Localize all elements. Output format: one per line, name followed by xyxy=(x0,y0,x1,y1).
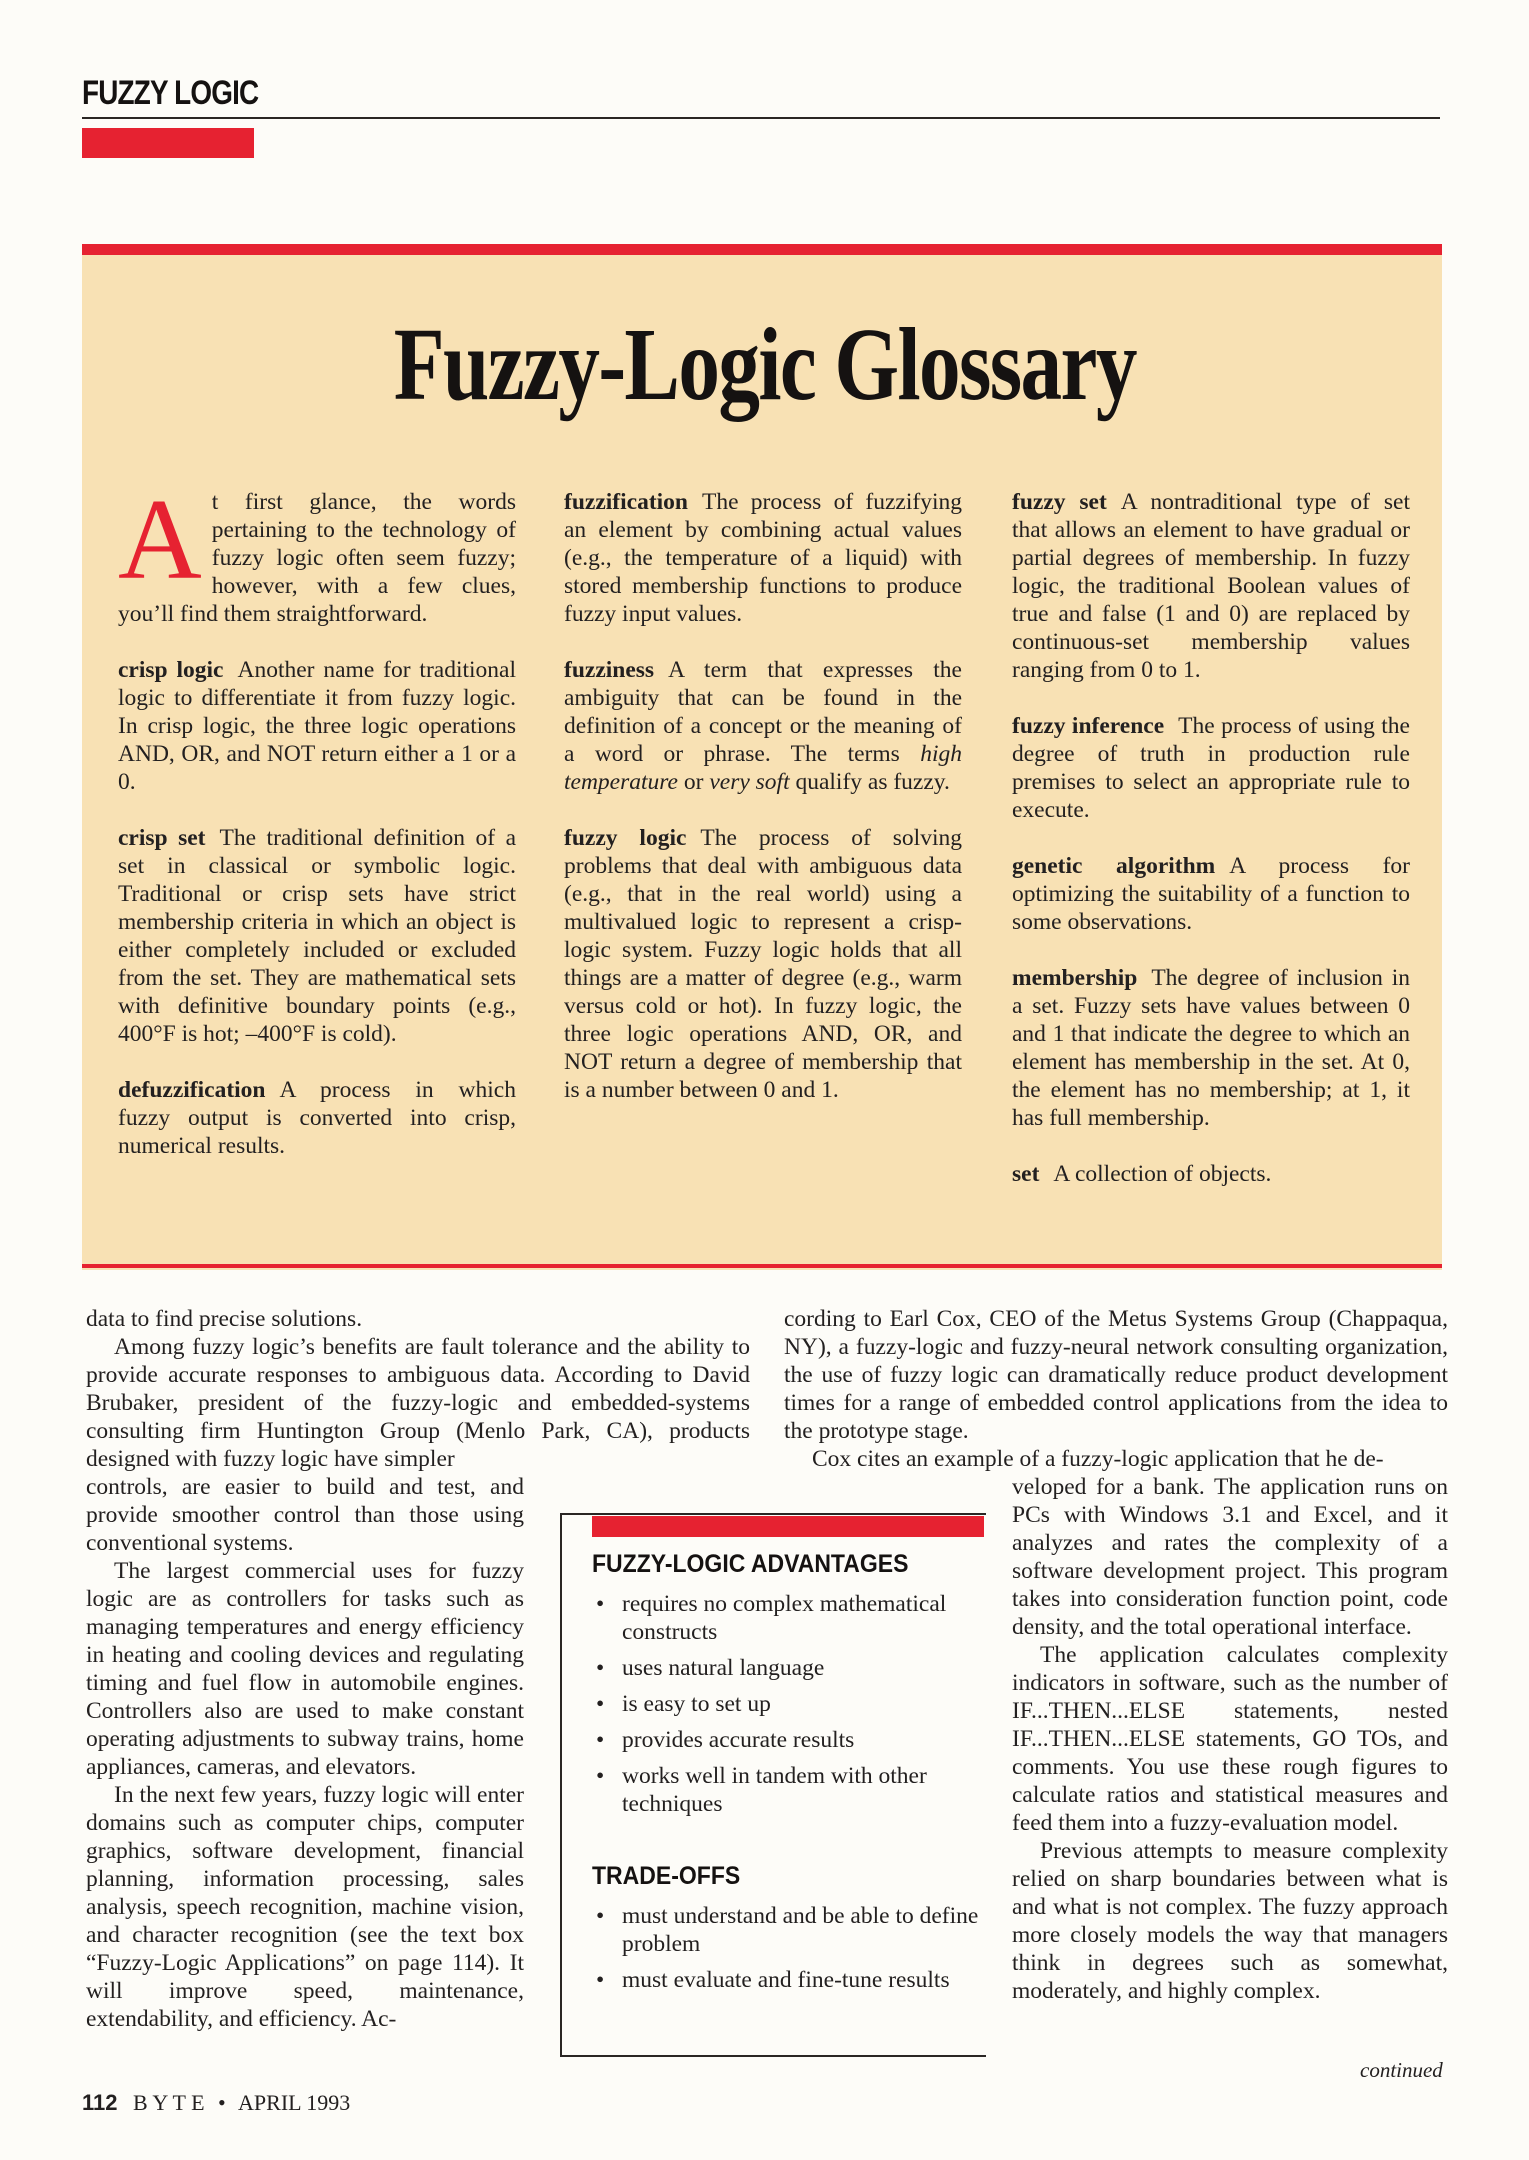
header-rule xyxy=(82,117,1440,119)
glossary-intro: At first glance, the words pertaining to the technology of fuzzy logic often seem fuzzy; however, with a few clues, you’ll find them straightforward. xyxy=(118,476,516,627)
footer-separator: • xyxy=(218,2090,226,2115)
glossary-entry: crisp logic Another name for traditional logic to differentiate it from fuzzy logic. In crisp logic, the three logic operations AND, OR, and NOT return either a 1 or a 0. xyxy=(118,657,517,795)
page-number: 112 xyxy=(82,2090,118,2115)
glossary-entry: fuzzy set A nontraditional type of set that allows an element to have gradual or partial degrees of membership. In fuzzy logic, the traditional Boolean values of true and false (1 and 0) are replaced by continuous-set membership values ranging from 0 to 1. xyxy=(1012,489,1410,683)
advantages-list xyxy=(596,1590,986,1826)
list-item: • works well in tandem with other techniques xyxy=(596,1762,986,1818)
article-right-top: cording to Earl Cox, CEO of the Metus Systems Group (Chappaqua, NY), a fuzzy-logic and fuzzy-neural network consulting organization, the use of fuzzy logic can dramatically reduce product development times for a range of embedded control applications from the idea to the prototype stage. Cox cites an example of a fuzzy-logic application that he de- xyxy=(784,1306,1448,1472)
glossary-entry: fuzziness A term that expresses the ambiguity that can be found in the definition of a concept or the meaning of a word or phrase. The terms high temperature or very soft qualify as fuzzy. xyxy=(564,657,962,795)
list-item: • uses natural language xyxy=(596,1654,986,1682)
glossary-entry: crisp set The traditional definition of a set in classical or symbolic logic. Traditional or crisp sets have strict membership criteria in which an object is either completely included or excluded from the set. They are mathematical sets with definitive boundary points (e.g., 400°F is hot; –400°F is cold). xyxy=(118,825,516,1047)
article-right-column: veloped for a bank. The application runs on PCs with Windows 3.1 and Excel, and it analyzes and rates the complexity of a software development project. This program takes into consideration function point, code density, and the total operational interface. The application calculates complexity indicators in software, such as the number of IF...THEN...ELSE statements, nested IF...THEN...ELSE statements, GO TOs, and comments. You use these rough figures to calculate ratios and statistical measures and feed them into a fuzzy-evaluation model. Previous attempts to measure complexity relied on sharp boundaries between what is and what is not complex. The fuzzy approach more closely models the way that managers think in degrees such as somewhat, moderately, and highly complex. xyxy=(1012,1474,1448,2004)
drop-cap: A xyxy=(118,476,202,604)
glossary-entry: fuzzy logic The process of solving problems that deal with ambiguous data (e.g., that in the real world) using a multivalued logic to represent a crisp-logic system. Fuzzy logic holds that all things are a matter of degree (e.g., warm versus cold or hot). In fuzzy logic, the three logic operations AND, OR, and NOT return a degree of membership that is a number between 0 and 1. xyxy=(564,825,962,1103)
page-footer xyxy=(82,2090,350,2116)
list-item: • must evaluate and fine-tune results xyxy=(596,1966,986,1994)
glossary-bottom-rule xyxy=(82,1264,1442,1268)
glossary-entry: membership The degree of inclusion in a set. Fuzzy sets have values between 0 and 1 that indicate the degree to which an element has membership in the set. At 0, the element has no membership; at 1, it has full membership. xyxy=(1012,965,1410,1131)
tradeoffs-list xyxy=(596,1902,986,2002)
glossary-column-3 xyxy=(1012,488,1410,1216)
advantages-heading: FUZZY-LOGIC ADVANTAGES xyxy=(592,1550,909,1578)
header-accent-block xyxy=(82,128,254,158)
glossary-column-1 xyxy=(118,476,517,1188)
glossary-entry: set A collection of objects. xyxy=(1012,1161,1272,1187)
glossary-title: Fuzzy-Logic Glossary xyxy=(393,307,1136,422)
continued-label: continued xyxy=(1360,2058,1443,2082)
issue-date: APRIL 1993 xyxy=(238,2090,351,2115)
glossary-column-2 xyxy=(564,488,962,1132)
glossary-entry: genetic algorithm A process for optimizing the suitability of a function to some observations. xyxy=(1012,853,1410,935)
glossary-entry: defuzzification A process in which fuzzy output is converted into crisp, numerical results. xyxy=(118,1077,516,1159)
section-title: FUZZY LOGIC xyxy=(82,74,259,112)
magazine-name: B Y T E xyxy=(133,2090,205,2115)
glossary-entry: fuzzy inference The process of using the degree of truth in production rule premises to select an appropriate rule to execute. xyxy=(1012,713,1410,823)
list-item: • must understand and be able to define problem xyxy=(596,1902,986,1958)
glossary-entry: fuzzification The process of fuzzifying an element by combining actual values (e.g., the temperature of a liquid) with stored membership functions to produce fuzzy input values. xyxy=(564,489,962,627)
list-item: • is easy to set up xyxy=(596,1690,986,1718)
tradeoffs-heading: TRADE-OFFS xyxy=(592,1862,741,1890)
glossary-top-rule xyxy=(82,244,1442,255)
list-item: • provides accurate results xyxy=(596,1726,986,1754)
sidebar-accent-bar xyxy=(592,1516,984,1537)
article-left-top: data to find precise solutions. Among fuzzy logic’s benefits are fault tolerance and the ability to provide accurate responses to ambiguous data. According to David Brubaker, president of the fuzzy-logic and embedded-systems consulting firm Huntington Group (Menlo Park, CA), products designed with fuzzy logic have simpler xyxy=(86,1306,750,1472)
list-item: • requires no complex mathematical constructs xyxy=(596,1590,986,1646)
article-left-column: controls, are easier to build and test, and provide smoother control than those using conventional systems. The largest commercial uses for fuzzy logic are as controllers for tasks such as managing temperatures and energy efficiency in heating and cooling devices and regulating timing and fuel flow in automobile engines. Controllers also are used to make constant operating adjustments to subway trains, home appliances, cameras, and elevators. In the next few years, fuzzy logic will enter domains such as computer chips, computer graphics, software development, financial planning, information processing, sales analysis, speech recognition, machine vision, and character recognition (see the text box “Fuzzy-Logic Applications” on page 114). It will improve speed, maintenance, extendability, and efficiency. Ac- xyxy=(86,1474,524,2032)
